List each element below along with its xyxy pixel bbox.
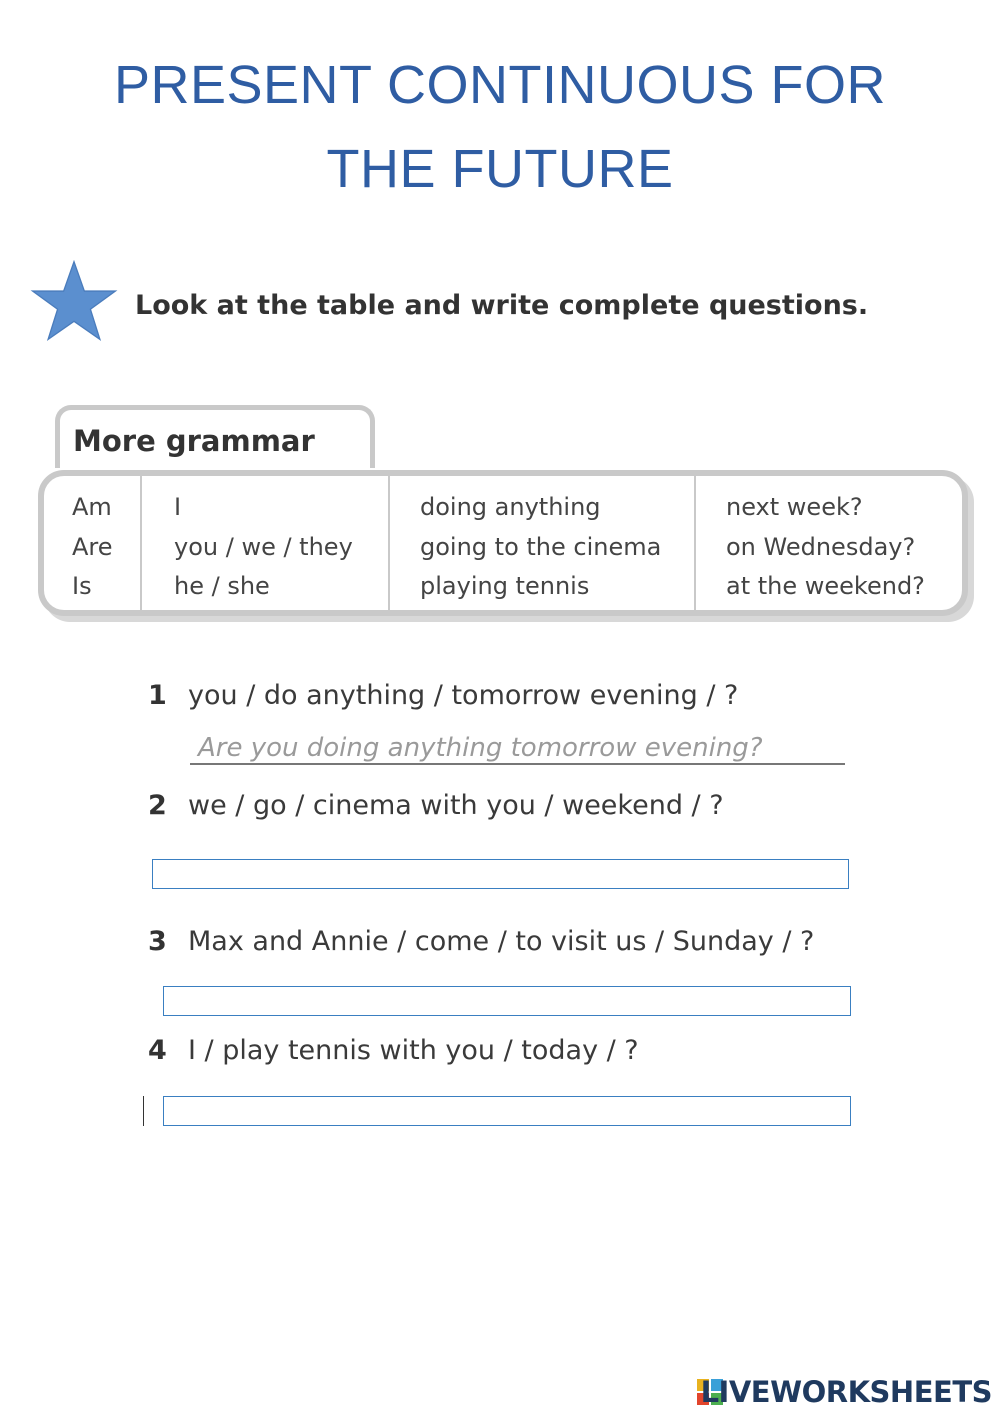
question-number: 3 (148, 926, 167, 957)
example-answer: Are you doing anything tomorrow evening? (190, 731, 845, 765)
grammar-cell: next week? (726, 493, 863, 521)
margin-mark (143, 1096, 144, 1126)
grammar-cell: Are (72, 533, 113, 561)
more-grammar-tab (55, 405, 375, 468)
question-prompt: Max and Annie / come / to visit us / Sunday / ? (188, 926, 815, 957)
question-prompt: we / go / cinema with you / weekend / ? (188, 790, 724, 821)
grammar-cell: you / we / they (174, 533, 353, 561)
question-number: 4 (148, 1035, 167, 1066)
grammar-cell: he / she (174, 572, 270, 600)
title-text-2: THE FUTURE (326, 139, 674, 199)
instruction-text: Look at the table and write complete questions. (135, 290, 869, 321)
grammar-table (38, 470, 968, 616)
grammar-cell: Is (72, 572, 92, 600)
title-text-1: PRESENT CONTINUOUS FOR (113, 55, 887, 115)
grammar-cell: at the weekend? (726, 572, 925, 600)
answer-input-4[interactable] (163, 1096, 851, 1126)
answer-input-3[interactable] (163, 986, 851, 1016)
grammar-column-3 (388, 476, 696, 610)
grammar-cell: playing tennis (420, 572, 590, 600)
grammar-cell: Am (72, 493, 112, 521)
grammar-column-1 (44, 476, 140, 610)
answer-input-2[interactable] (152, 859, 849, 889)
grammar-cell: I (174, 493, 182, 521)
grammar-cell: doing anything (420, 493, 601, 521)
grammar-column-4 (694, 476, 958, 610)
star-icon (30, 260, 118, 342)
question-number: 2 (148, 790, 167, 821)
grammar-cell: going to the cinema (420, 533, 662, 561)
grammar-cell: on Wednesday? (726, 533, 916, 561)
page-title-line-2 (0, 139, 1000, 199)
question-prompt: you / do anything / tomorrow evening / ? (188, 680, 739, 711)
question-prompt: I / play tennis with you / today / ? (188, 1035, 639, 1066)
question-number: 1 (148, 680, 167, 711)
more-grammar-heading: More grammar (73, 424, 315, 458)
grammar-column-2 (140, 476, 390, 610)
liveworksheets-brand: LIVEWORKSHEETS (700, 1375, 992, 1409)
page-title-line-1 (0, 55, 1000, 115)
